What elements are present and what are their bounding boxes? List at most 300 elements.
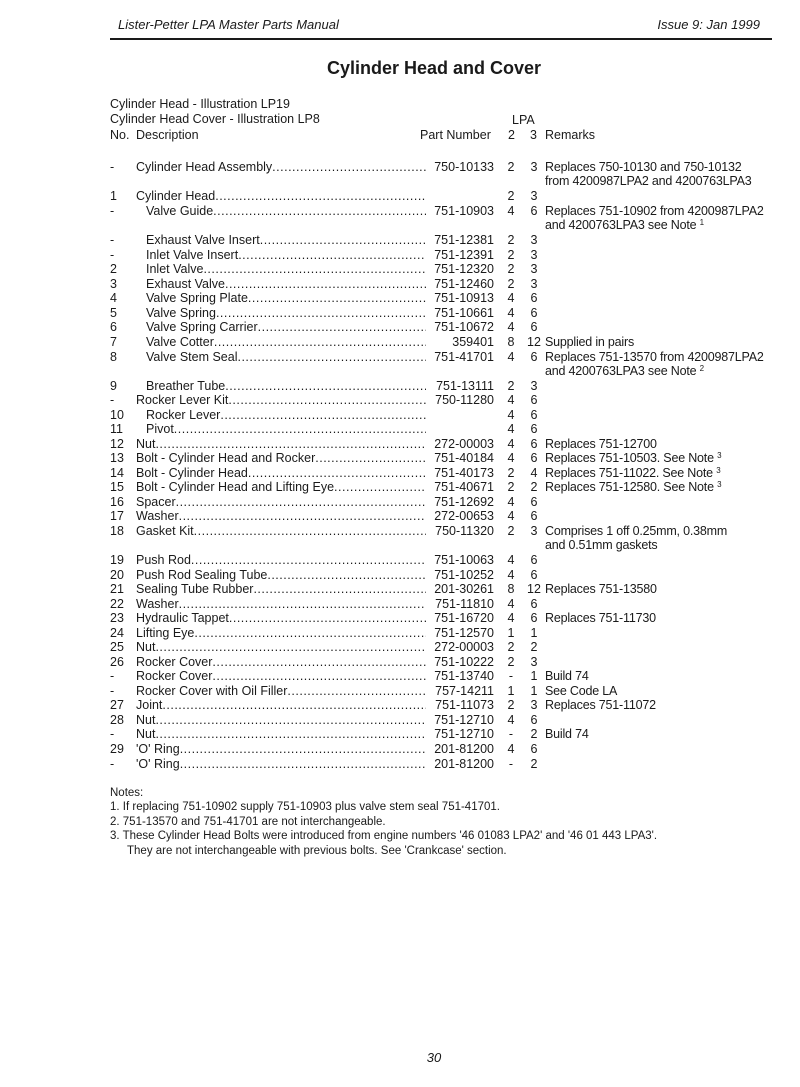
dot-leader [213,204,426,218]
qty-lpa2: 2 [507,640,515,654]
remark [545,684,617,698]
part-number: 751-40671 [434,480,494,494]
part-description [146,248,426,262]
part-number: 751-40184 [434,451,494,465]
item-number: 12 [110,437,124,451]
part-description [136,509,426,523]
part-number: 751-10672 [434,320,494,334]
remark [545,698,656,712]
part-description-text: Bolt - Cylinder Head [136,466,248,480]
item-number: 9 [110,379,117,393]
qty-lpa3: 6 [530,306,538,320]
qty-lpa2: 4 [507,422,515,436]
part-number: 751-12391 [434,248,494,262]
item-number: 10 [110,408,124,422]
dot-leader [258,320,426,334]
item-number: 23 [110,611,124,625]
qty-lpa3: 6 [530,291,538,305]
page-title: Cylinder Head and Cover [326,58,542,78]
item-number: - [110,393,115,407]
remark [545,160,752,188]
item-number: - [110,684,115,698]
qty-lpa2: 1 [507,684,515,698]
dot-leader [176,495,426,509]
qty-lpa3: 6 [530,597,538,611]
item-number: 7 [110,335,117,349]
part-description-text: Push Rod [136,553,191,567]
item-number: 20 [110,568,124,582]
part-description [136,611,426,625]
item-number: 21 [110,582,124,596]
part-number: 272-00653 [434,509,494,523]
dot-leader [220,408,426,422]
part-number: 751-12710 [434,713,494,727]
note-reference: 2 [699,364,704,373]
remark [545,611,656,625]
part-description-text: Rocker Lever Kit [136,393,229,407]
part-number: 757-14211 [435,684,494,698]
table-row [0,742,800,757]
remark-text: Replaces 751-13580 [545,582,657,596]
note-reference: 3 [717,480,722,489]
part-number: 201-30261 [434,582,494,596]
col-header-part-number: Part Number [420,128,491,142]
table-row [0,277,800,292]
remark-text: Replaces 751-11072 [545,698,656,712]
page-number: 30 [426,1050,442,1065]
qty-lpa2: 4 [507,495,515,509]
qty-lpa2: 2 [507,262,515,276]
qty-lpa3: 6 [530,495,538,509]
table-row [0,582,800,597]
qty-lpa2: 4 [507,742,515,756]
lpa-group-header: LPA [512,113,535,127]
qty-lpa3: 2 [530,640,538,654]
table-row [0,189,800,204]
item-number: 13 [110,451,124,465]
remark [545,451,721,465]
dot-leader [194,524,426,538]
part-description-text: Gasket Kit [136,524,194,538]
part-description [146,262,426,276]
qty-lpa3: 6 [530,742,538,756]
qty-lpa2: 2 [507,379,515,393]
dot-leader [248,291,426,305]
note-item: 3. These Cylinder Head Bolts were introduced from engine numbers '46 01083 LPA2' and '46 01 443 LPA3'. [110,830,658,843]
table-row [0,320,800,335]
item-number: 2 [110,262,117,276]
part-description-text: Pivot [146,422,174,436]
part-number: 750-11280 [435,393,494,407]
qty-lpa2: 2 [507,233,515,247]
qty-lpa3: 3 [530,698,538,712]
part-description-text: Nut [136,437,156,451]
qty-lpa3: 6 [530,320,538,334]
part-description-text: Spacer [136,495,176,509]
table-row [0,408,800,423]
part-number: 751-16720 [434,611,494,625]
dot-leader [287,684,426,698]
table-row [0,626,800,641]
qty-lpa2: 4 [507,350,515,364]
illustration-ref-head: Cylinder Head - Illustration LP19 [110,97,290,111]
qty-lpa2: 2 [507,480,515,494]
qty-lpa3: 6 [530,509,538,523]
part-number: 359401 [452,335,494,349]
qty-lpa2: 4 [507,509,515,523]
dot-leader [253,582,426,596]
qty-lpa2: 2 [507,466,515,480]
item-number: 24 [110,626,124,640]
col-header-remarks: Remarks [545,128,596,142]
qty-lpa3: 3 [530,233,538,247]
dot-leader [225,277,426,291]
item-number: 4 [110,291,117,305]
part-description [136,626,426,640]
dot-leader [214,335,426,349]
dot-leader [203,262,426,276]
remark-continuation: from 4200987LPA2 and 4200763LPA3 [545,174,752,188]
table-row [0,291,800,306]
qty-lpa2: 2 [507,160,515,174]
part-description-text: Breather Tube [146,379,226,393]
part-description-text: Cylinder Head [136,189,216,203]
dot-leader [179,597,426,611]
qty-lpa3: 1 [530,626,538,640]
part-number: 751-10222 [434,655,494,669]
qty-lpa3: 6 [530,568,538,582]
dot-leader [228,393,426,407]
part-description [136,495,426,509]
part-number: 751-12381 [434,233,494,247]
table-row [0,568,800,583]
remark-text: See Code LA [545,684,618,698]
dot-leader [334,480,426,494]
part-number: 751-11073 [435,698,494,712]
dot-leader [194,626,426,640]
qty-lpa2: 4 [507,713,515,727]
part-description-text: Nut [136,727,156,741]
dot-leader [174,422,426,436]
table-row [0,480,800,495]
qty-lpa3: 3 [530,524,538,538]
part-description [136,437,426,451]
remark [545,437,657,451]
qty-lpa3: 6 [530,422,538,436]
part-number: 272-00003 [434,437,494,451]
col-header-no: No. [110,128,130,142]
part-description-text: Nut [136,640,156,654]
item-number: 28 [110,713,124,727]
table-row [0,698,800,713]
item-number: - [110,233,115,247]
part-description-text: Valve Spring Carrier [146,320,258,334]
remark [545,335,634,349]
part-description-text: Valve Spring [146,306,216,320]
qty-lpa3: 6 [530,408,538,422]
remark-text: Replaces 751-10503. See Note [545,451,714,465]
table-row [0,350,800,378]
part-number: 751-10903 [434,204,494,218]
remark-text: Replaces 750-10130 and 750-10132 [545,160,742,174]
qty-lpa3: 3 [530,655,538,669]
part-description [136,393,426,407]
table-row [0,553,800,568]
qty-lpa3: 3 [530,160,538,174]
illustration-ref-cover: Cylinder Head Cover - Illustration LP8 [110,112,320,126]
remark [545,669,589,683]
qty-lpa3: 12 [527,335,541,349]
dot-leader [229,611,426,625]
qty-lpa2: 1 [507,626,515,640]
part-description-text: Joint [136,698,163,712]
part-description-text: Washer [136,597,179,611]
part-description-text: Lifting Eye [136,626,195,640]
qty-lpa2: 2 [507,248,515,262]
part-number: 751-40173 [434,466,494,480]
table-row [0,379,800,394]
qty-lpa2: 4 [507,451,515,465]
qty-lpa2: 2 [507,524,515,538]
qty-lpa3: 3 [530,248,538,262]
part-description [136,727,426,741]
item-number: 17 [110,509,124,523]
col-header-lpa2: 2 [508,128,515,142]
part-number: 751-11810 [435,597,494,611]
qty-lpa3: 1 [530,684,538,698]
table-row [0,509,800,524]
qty-lpa2: 2 [507,655,515,669]
table-row [0,655,800,670]
part-description [136,480,426,494]
table-row [0,204,800,232]
qty-lpa3: 2 [530,480,538,494]
dot-leader [260,233,426,247]
note-item: 2. 751-13570 and 751-41701 are not interchangeable. [110,815,386,828]
part-number: 751-10913 [434,291,494,305]
dot-leader [267,568,426,582]
qty-lpa2: 2 [507,277,515,291]
remark [545,524,727,552]
table-row [0,248,800,263]
part-description-text: Rocker Cover with Oil Filler [136,684,288,698]
table-row [0,451,800,466]
col-header-description: Description [136,128,199,142]
item-number: - [110,160,115,174]
part-description-text: Rocker Lever [146,408,221,422]
table-row [0,713,800,728]
remark [545,582,657,596]
part-description [136,582,426,596]
qty-lpa3: 6 [530,437,538,451]
table-row [0,466,800,481]
table-row [0,611,800,626]
part-description-text: 'O' Ring [136,742,180,756]
remark-text: Replaces 751-10902 from 4200987LPA2 [545,204,764,218]
qty-lpa3: 6 [530,611,538,625]
qty-lpa2: 4 [507,204,515,218]
item-number: 3 [110,277,117,291]
dot-leader [315,451,426,465]
qty-lpa3: 6 [530,451,538,465]
qty-lpa3: 3 [530,277,538,291]
remark-text: Build 74 [545,669,589,683]
dot-leader [212,655,426,669]
part-description-text: Valve Stem Seal [146,350,238,364]
item-number: 25 [110,640,124,654]
item-number: - [110,669,115,683]
remark-continuation: and 4200763LPA3 see Note [545,364,697,378]
part-description-text: Cylinder Head Assembly [136,160,273,174]
part-number: 750-10133 [434,160,494,174]
part-description [136,655,426,669]
part-description [136,451,426,465]
dot-leader [272,160,426,174]
part-description [146,277,426,291]
item-number: 8 [110,350,117,364]
dot-leader [155,727,426,741]
part-number: 751-10252 [434,568,494,582]
table-row [0,233,800,248]
dot-leader [155,437,426,451]
qty-lpa3: 6 [530,713,538,727]
qty-lpa3: 2 [530,757,538,771]
item-number: 11 [110,422,123,436]
part-description-text: Rocker Cover [136,655,213,669]
dot-leader [180,742,426,756]
part-description-text: Nut [136,713,156,727]
part-description-text: Rocker Cover [136,669,213,683]
qty-lpa3: 6 [530,204,538,218]
table-row [0,437,800,452]
item-number: - [110,204,115,218]
part-description [146,204,426,218]
col-header-lpa3: 3 [530,128,537,142]
note-continuation: They are not interchangeable with previous bolts. See 'Crankcase' section. [127,844,507,857]
part-description [136,597,426,611]
remark-text: Replaces 751-11022. See Note [545,466,713,480]
item-number: 5 [110,306,117,320]
qty-lpa3: 3 [530,379,538,393]
qty-lpa2: 2 [507,698,515,712]
item-number: - [110,248,115,262]
part-description [146,306,426,320]
table-row [0,495,800,510]
part-description-text: Valve Spring Plate [146,291,248,305]
part-number: 751-12692 [434,495,494,509]
note-reference: 3 [716,466,721,475]
qty-lpa2: 4 [507,306,515,320]
part-number: 751-12460 [434,277,494,291]
table-row [0,262,800,277]
qty-lpa2: 4 [507,408,515,422]
part-number: 272-00003 [434,640,494,654]
part-description [136,568,426,582]
table-row [0,160,800,188]
part-number: 201-81200 [434,757,494,771]
dot-leader [216,306,426,320]
table-row [0,335,800,350]
remark-continuation: and 0.51mm gaskets [545,538,658,552]
dot-leader [212,669,426,683]
manual-title: Lister-Petter LPA Master Parts Manual [118,17,339,32]
qty-lpa3: 3 [530,262,538,276]
qty-lpa3: 2 [530,727,538,741]
part-description-text: Inlet Valve [146,262,204,276]
item-number: - [110,727,115,741]
table-row [0,393,800,408]
dot-leader [191,553,426,567]
note-item: 1. If replacing 751-10902 supply 751-10903 plus valve stem seal 751-41701. [110,801,500,814]
notes-heading: Notes: [110,787,144,799]
part-description [146,350,426,364]
dot-leader [225,379,426,393]
part-number: 751-13111 [436,379,494,393]
part-description [136,160,426,174]
table-row [0,640,800,655]
part-description [146,233,426,247]
qty-lpa2: 4 [507,320,515,334]
remark-text: Replaces 751-11730 [545,611,656,625]
remark-text: Build 74 [545,727,589,741]
qty-lpa2: 8 [507,582,515,596]
qty-lpa3: 6 [530,393,538,407]
part-description [146,379,426,393]
item-number: 1 [110,189,117,203]
part-description [136,742,426,756]
table-row [0,757,800,772]
dot-leader [162,698,426,712]
part-number: 751-12570 [434,626,494,640]
part-description-text: Bolt - Cylinder Head and Rocker [136,451,316,465]
table-row [0,669,800,684]
qty-lpa3: 6 [530,553,538,567]
dot-leader [238,248,426,262]
part-description [136,684,426,698]
item-number: 27 [110,698,124,712]
remark [545,727,589,741]
part-description [136,553,426,567]
part-number: 751-12320 [434,262,494,276]
item-number: 16 [110,495,124,509]
part-description [136,640,426,654]
table-row [0,306,800,321]
part-number: 750-11320 [435,524,494,538]
item-number: 6 [110,320,117,334]
note-reference: 1 [699,218,704,227]
qty-lpa2: 4 [507,553,515,567]
dot-leader [215,189,426,203]
part-description [136,524,426,538]
qty-lpa2: 8 [507,335,515,349]
qty-lpa3: 6 [530,350,538,364]
part-description [136,713,426,727]
qty-lpa3: 3 [530,189,538,203]
part-description-text: Push Rod Sealing Tube [136,568,268,582]
remark-continuation: and 4200763LPA3 see Note [545,218,697,232]
part-description [146,320,426,334]
part-number: 751-10661 [434,306,494,320]
item-number: - [110,757,115,771]
part-description [136,698,426,712]
qty-lpa2: 4 [507,597,515,611]
part-description [146,408,426,422]
part-description-text: Exhaust Valve Insert [146,233,260,247]
remark [545,480,721,494]
part-description [136,757,426,771]
part-number: 751-12710 [434,727,494,741]
qty-lpa2: - [508,727,514,741]
